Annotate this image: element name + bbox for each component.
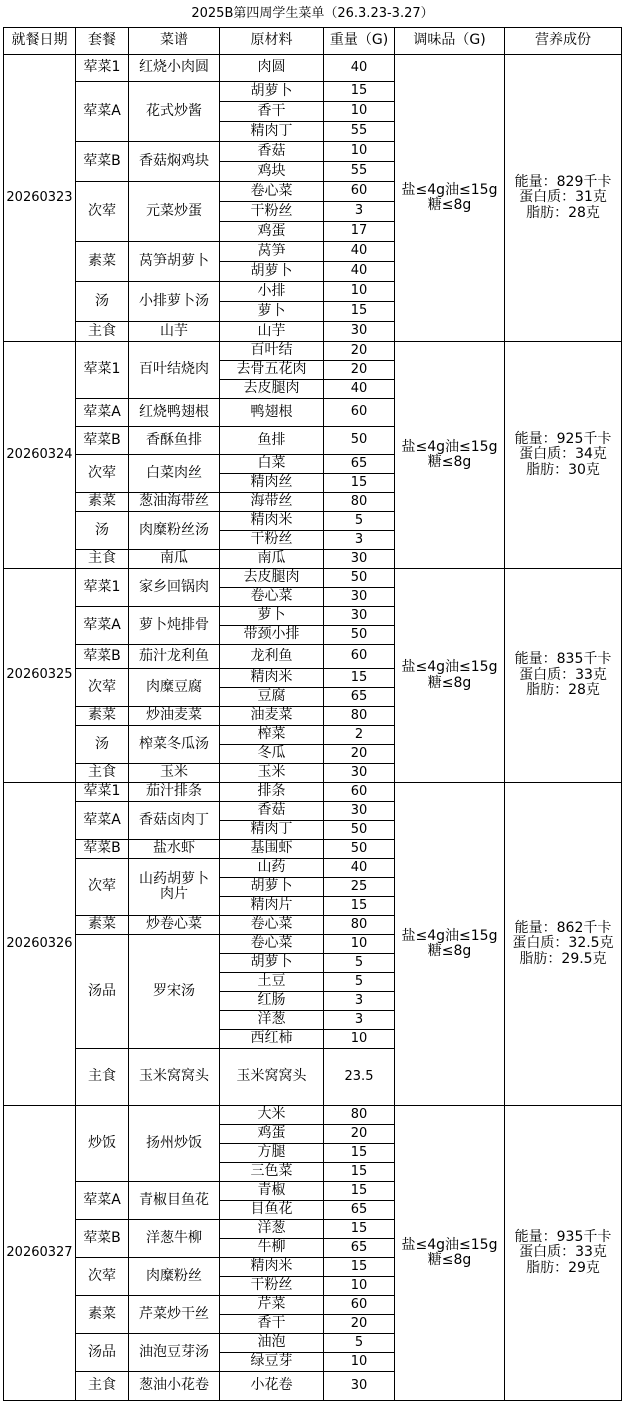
ingredient-name: 排条 [220, 783, 324, 802]
ingredient-name: 卷心菜 [220, 182, 324, 202]
page-title: 2025B第四周学生菜单（26.3.23-3.27） [191, 6, 434, 21]
ingredient-name: 油泡 [220, 1334, 324, 1353]
dish-name-line: 山药胡萝卜 [139, 870, 209, 887]
dish-name: 小排萝卜汤 [129, 282, 220, 322]
dish-name: 白菜肉丝 [129, 455, 220, 493]
ingredient-weight: 60 [324, 182, 395, 202]
ingredient-name: 鱼排 [220, 427, 324, 455]
nutrition-line: 蛋白质：31克 [519, 189, 607, 206]
ingredient-weight: 60 [324, 783, 395, 802]
ingredient-name: 干粉丝 [220, 1277, 324, 1296]
dish-name: 葱油海带丝 [129, 493, 220, 512]
seasoning-line: 糖≤8g [427, 454, 472, 470]
nutrition-line: 蛋白质：34克 [519, 446, 607, 463]
ingredient-name: 玉米窝窝头 [220, 1049, 324, 1106]
meal-category: 素菜 [76, 916, 129, 935]
ingredient-weight: 40 [324, 859, 395, 878]
meal-category: 汤 [76, 282, 129, 322]
ingredient-name: 洋葱 [220, 1220, 324, 1239]
ingredient-weight: 60 [324, 1296, 395, 1315]
ingredient-weight: 30 [324, 1372, 395, 1401]
meal-category: 素菜 [76, 707, 129, 726]
meal-category: 荤菜B [76, 645, 129, 669]
dish-name: 玉米 [129, 764, 220, 783]
meal-category: 次荤 [76, 669, 129, 707]
ingredient-name: 香干 [220, 1315, 324, 1334]
ingredient-weight: 65 [324, 688, 395, 707]
ingredient-name: 豆腐 [220, 688, 324, 707]
meal-category: 主食 [76, 1049, 129, 1106]
meal-category: 主食 [76, 764, 129, 783]
ingredient-weight: 17 [324, 222, 395, 242]
ingredient-name: 冬瓜 [220, 745, 324, 764]
nutrition-cell [505, 342, 622, 569]
ingredient-name: 去皮腿肉 [220, 380, 324, 399]
ingredient-weight: 15 [324, 1182, 395, 1201]
meal-category: 次荤 [76, 859, 129, 916]
ingredient-weight: 80 [324, 1106, 395, 1125]
nutrition-line: 能量：862千卡 [514, 919, 612, 936]
menu-row [4, 569, 622, 588]
ingredient-name: 山药 [220, 859, 324, 878]
ingredient-name: 方腿 [220, 1144, 324, 1163]
ingredient-weight: 50 [324, 840, 395, 859]
dish-name: 茄汁龙利鱼 [129, 645, 220, 669]
ingredient-weight: 5 [324, 973, 395, 992]
seasoning-line: 盐≤4g油≤15g [401, 438, 498, 455]
dish-name: 芹菜炒干丝 [129, 1296, 220, 1334]
ingredient-name: 莴笋 [220, 242, 324, 262]
ingredient-name: 龙利鱼 [220, 645, 324, 669]
ingredient-weight: 80 [324, 707, 395, 726]
ingredient-name: 香菇 [220, 142, 324, 162]
meal-date: 20260325 [4, 569, 76, 783]
ingredient-name: 胡萝卜 [220, 878, 324, 897]
ingredient-name: 芹菜 [220, 1296, 324, 1315]
meal-category: 荤菜1 [76, 55, 129, 82]
meal-category: 汤品 [76, 935, 129, 1049]
ingredient-weight: 10 [324, 282, 395, 302]
ingredient-name: 萝卜 [220, 302, 324, 322]
dish-name: 肉糜豆腐 [129, 669, 220, 707]
ingredient-weight: 10 [324, 142, 395, 162]
ingredient-weight: 15 [324, 897, 395, 916]
ingredient-weight: 15 [324, 669, 395, 688]
header-nutrition: 营养成份 [505, 28, 622, 55]
ingredient-weight: 15 [324, 302, 395, 322]
ingredient-weight: 65 [324, 1239, 395, 1258]
nutrition-line: 脂肪：30克 [526, 461, 600, 478]
ingredient-name: 精肉丝 [220, 474, 324, 493]
nutrition-cell [505, 783, 622, 1106]
ingredient-weight: 15 [324, 1144, 395, 1163]
ingredient-weight: 80 [324, 493, 395, 512]
ingredient-weight: 40 [324, 55, 395, 82]
nutrition-cell [505, 1106, 622, 1401]
ingredient-name: 萝卜 [220, 607, 324, 626]
ingredient-name: 精肉丁 [220, 122, 324, 142]
dish-name: 扬州炒饭 [129, 1106, 220, 1182]
ingredient-weight: 20 [324, 1315, 395, 1334]
meal-category: 荤菜1 [76, 342, 129, 399]
meal-category: 荤菜B [76, 840, 129, 859]
ingredient-weight: 30 [324, 764, 395, 783]
ingredient-weight: 30 [324, 322, 395, 342]
meal-category: 主食 [76, 1372, 129, 1401]
meal-date: 20260323 [4, 55, 76, 342]
ingredient-name: 鸡块 [220, 162, 324, 182]
ingredient-name: 目鱼花 [220, 1201, 324, 1220]
ingredient-weight: 3 [324, 1011, 395, 1030]
nutrition-line: 脂肪：29克 [526, 1259, 600, 1276]
dish-name: 家乡回锅肉 [129, 569, 220, 607]
ingredient-name: 香干 [220, 102, 324, 122]
meal-category: 荤菜1 [76, 569, 129, 607]
nutrition-line: 脂肪：28克 [526, 204, 600, 221]
meal-category: 荤菜1 [76, 783, 129, 802]
meal-category: 素菜 [76, 1296, 129, 1334]
ingredient-weight: 50 [324, 821, 395, 840]
ingredient-weight: 60 [324, 399, 395, 427]
ingredient-name: 玉米 [220, 764, 324, 783]
dish-name: 肉糜粉丝汤 [129, 512, 220, 550]
meal-category: 汤 [76, 512, 129, 550]
ingredient-weight: 5 [324, 954, 395, 973]
ingredient-weight: 23.5 [324, 1049, 395, 1106]
meal-category: 主食 [76, 550, 129, 569]
seasoning-line: 糖≤8g [427, 674, 472, 691]
ingredient-weight: 15 [324, 1163, 395, 1182]
header-weight: 重量（G) [324, 28, 395, 55]
ingredient-weight: 15 [324, 1258, 395, 1277]
seasoning-line: 糖≤8g [427, 197, 472, 213]
dish-name: 百叶结烧肉 [129, 342, 220, 399]
dish-name: 玉米窝窝头 [129, 1049, 220, 1106]
meal-category: 荤菜A [76, 607, 129, 645]
ingredient-weight: 10 [324, 1277, 395, 1296]
ingredient-name: 百叶结 [220, 342, 324, 361]
nutrition-line: 蛋白质：33克 [519, 1244, 607, 1261]
dish-name: 元菜炒蛋 [129, 182, 220, 242]
ingredient-name: 西红柿 [220, 1030, 324, 1049]
ingredient-weight: 65 [324, 455, 395, 474]
ingredient-weight: 10 [324, 102, 395, 122]
seasoning-line: 糖≤8g [427, 943, 472, 959]
ingredient-name: 小花卷 [220, 1372, 324, 1401]
ingredient-name: 绿豆芽 [220, 1353, 324, 1372]
dish-name: 南瓜 [129, 550, 220, 569]
meal-category: 荤菜A [76, 399, 129, 427]
meal-date: 20260327 [4, 1106, 76, 1401]
ingredient-weight: 15 [324, 1220, 395, 1239]
nutrition-line: 脂肪：29.5克 [519, 950, 607, 967]
ingredient-weight: 60 [324, 645, 395, 669]
dish-name: 香菇卤肉丁 [129, 802, 220, 840]
meal-category: 汤 [76, 726, 129, 764]
dish-name: 肉糜粉丝 [129, 1258, 220, 1296]
ingredient-name: 白菜 [220, 455, 324, 474]
menu-table [3, 27, 622, 1401]
dish-name: 炒卷心菜 [129, 916, 220, 935]
ingredient-name: 三色菜 [220, 1163, 324, 1182]
nutrition-line: 能量：935千卡 [514, 1228, 612, 1245]
ingredient-name: 精肉米 [220, 1258, 324, 1277]
meal-date: 20260326 [4, 783, 76, 1106]
ingredient-weight: 50 [324, 626, 395, 645]
seasoning-cell [395, 569, 505, 783]
meal-date: 20260324 [4, 342, 76, 569]
dish-name: 榨菜冬瓜汤 [129, 726, 220, 764]
ingredient-name: 海带丝 [220, 493, 324, 512]
ingredient-name: 精肉丁 [220, 821, 324, 840]
dish-name: 莴笋胡萝卜 [129, 242, 220, 282]
ingredient-name: 鸡蛋 [220, 1125, 324, 1144]
meal-category: 荤菜A [76, 82, 129, 142]
ingredient-name: 鸡蛋 [220, 222, 324, 242]
ingredient-name: 干粉丝 [220, 531, 324, 550]
ingredient-weight: 2 [324, 726, 395, 745]
ingredient-name: 肉圆 [220, 55, 324, 82]
header-recipe: 菜谱 [129, 28, 220, 55]
seasoning-line: 盐≤4g油≤15g [401, 181, 498, 198]
menu-row [4, 342, 622, 361]
seasoning-cell [395, 55, 505, 342]
ingredient-weight: 3 [324, 992, 395, 1011]
menu-row [4, 783, 622, 802]
ingredient-weight: 5 [324, 512, 395, 531]
nutrition-cell [505, 569, 622, 783]
ingredient-name: 牛柳 [220, 1239, 324, 1258]
dish-name [129, 859, 220, 916]
ingredient-name: 精肉米 [220, 669, 324, 688]
ingredient-name: 大米 [220, 1106, 324, 1125]
ingredient-weight: 65 [324, 1201, 395, 1220]
ingredient-name: 基围虾 [220, 840, 324, 859]
meal-category: 主食 [76, 322, 129, 342]
dish-name-line: 肉片 [160, 886, 188, 902]
header-seasoning: 调味品（G) [395, 28, 505, 55]
ingredient-name: 胡萝卜 [220, 954, 324, 973]
ingredient-name: 红肠 [220, 992, 324, 1011]
seasoning-cell [395, 1106, 505, 1401]
dish-name: 红烧鸭翅根 [129, 399, 220, 427]
meal-category: 汤品 [76, 1334, 129, 1372]
ingredient-weight: 40 [324, 242, 395, 262]
ingredient-weight: 20 [324, 1125, 395, 1144]
header-date: 就餐日期 [4, 28, 76, 55]
ingredient-weight: 20 [324, 361, 395, 380]
header-row [4, 28, 622, 55]
seasoning-line: 盐≤4g油≤15g [401, 1236, 498, 1253]
dish-name: 萝卜炖排骨 [129, 607, 220, 645]
ingredient-weight: 50 [324, 569, 395, 588]
meal-category: 荤菜B [76, 1220, 129, 1258]
ingredient-name: 香菇 [220, 802, 324, 821]
ingredient-weight: 80 [324, 916, 395, 935]
ingredient-weight: 10 [324, 935, 395, 954]
meal-category: 荤菜B [76, 142, 129, 182]
ingredient-name: 油麦菜 [220, 707, 324, 726]
ingredient-weight: 15 [324, 474, 395, 493]
dish-name: 红烧小肉圆 [129, 55, 220, 82]
dish-name: 炒油麦菜 [129, 707, 220, 726]
nutrition-line: 能量：829千卡 [514, 173, 612, 190]
ingredient-weight: 30 [324, 802, 395, 821]
dish-name: 油泡豆芽汤 [129, 1334, 220, 1372]
ingredient-name: 去骨五花肉 [220, 361, 324, 380]
ingredient-weight: 55 [324, 122, 395, 142]
header-ingredient: 原材料 [220, 28, 324, 55]
ingredient-weight: 30 [324, 607, 395, 626]
ingredient-weight: 10 [324, 1353, 395, 1372]
dish-name: 花式炒酱 [129, 82, 220, 142]
header-set-meal: 套餐 [76, 28, 129, 55]
meal-category: 炒饭 [76, 1106, 129, 1182]
ingredient-weight: 30 [324, 550, 395, 569]
meal-category: 次荤 [76, 455, 129, 493]
dish-name: 洋葱牛柳 [129, 1220, 220, 1258]
ingredient-weight: 3 [324, 531, 395, 550]
ingredient-name: 干粉丝 [220, 202, 324, 222]
ingredient-weight: 20 [324, 745, 395, 764]
ingredient-name: 胡萝卜 [220, 262, 324, 282]
dish-name: 山芋 [129, 322, 220, 342]
ingredient-weight: 30 [324, 588, 395, 607]
ingredient-name: 胡萝卜 [220, 82, 324, 102]
dish-name: 葱油小花卷 [129, 1372, 220, 1401]
ingredient-name: 精肉米 [220, 512, 324, 531]
ingredient-weight: 15 [324, 82, 395, 102]
nutrition-line: 蛋白质：32.5克 [512, 935, 614, 952]
menu-row [4, 1106, 622, 1125]
meal-category: 次荤 [76, 182, 129, 242]
meal-category: 荤菜B [76, 427, 129, 455]
ingredient-name: 带颈小排 [220, 626, 324, 645]
ingredient-weight: 3 [324, 202, 395, 222]
ingredient-weight: 20 [324, 342, 395, 361]
ingredient-name: 山芋 [220, 322, 324, 342]
ingredient-weight: 55 [324, 162, 395, 182]
meal-category: 荤菜A [76, 1182, 129, 1220]
meal-category: 素菜 [76, 242, 129, 282]
nutrition-line: 脂肪：28克 [526, 682, 600, 699]
nutrition-line: 能量：925千卡 [514, 430, 612, 447]
ingredient-weight: 50 [324, 427, 395, 455]
seasoning-cell [395, 342, 505, 569]
ingredient-name: 小排 [220, 282, 324, 302]
dish-name: 茄汁排条 [129, 783, 220, 802]
seasoning-cell [395, 783, 505, 1106]
ingredient-name: 洋葱 [220, 1011, 324, 1030]
meal-category: 次荤 [76, 1258, 129, 1296]
dish-name: 青椒目鱼花 [129, 1182, 220, 1220]
ingredient-name: 卷心菜 [220, 588, 324, 607]
ingredient-name: 南瓜 [220, 550, 324, 569]
nutrition-line: 能量：835千卡 [514, 651, 612, 668]
ingredient-weight: 25 [324, 878, 395, 897]
ingredient-weight: 10 [324, 1030, 395, 1049]
ingredient-weight: 5 [324, 1334, 395, 1353]
ingredient-name: 卷心菜 [220, 916, 324, 935]
nutrition-cell [505, 55, 622, 342]
ingredient-name: 卷心菜 [220, 935, 324, 954]
ingredient-name: 鸭翅根 [220, 399, 324, 427]
ingredient-weight: 40 [324, 380, 395, 399]
ingredient-name: 榨菜 [220, 726, 324, 745]
dish-name: 香菇焖鸡块 [129, 142, 220, 182]
dish-name: 罗宋汤 [129, 935, 220, 1049]
meal-category: 荤菜A [76, 802, 129, 840]
menu-row [4, 55, 622, 82]
ingredient-name: 青椒 [220, 1182, 324, 1201]
ingredient-name: 土豆 [220, 973, 324, 992]
dish-name: 香酥鱼排 [129, 427, 220, 455]
seasoning-line: 盐≤4g油≤15g [401, 659, 498, 676]
meal-category: 素菜 [76, 493, 129, 512]
seasoning-line: 盐≤4g油≤15g [401, 927, 498, 944]
ingredient-name: 精肉片 [220, 897, 324, 916]
menu-body [4, 55, 622, 1401]
ingredient-name: 去皮腿肉 [220, 569, 324, 588]
dish-name: 盐水虾 [129, 840, 220, 859]
seasoning-line: 糖≤8g [427, 1252, 472, 1268]
ingredient-weight: 40 [324, 262, 395, 282]
nutrition-line: 蛋白质：33克 [519, 666, 607, 683]
